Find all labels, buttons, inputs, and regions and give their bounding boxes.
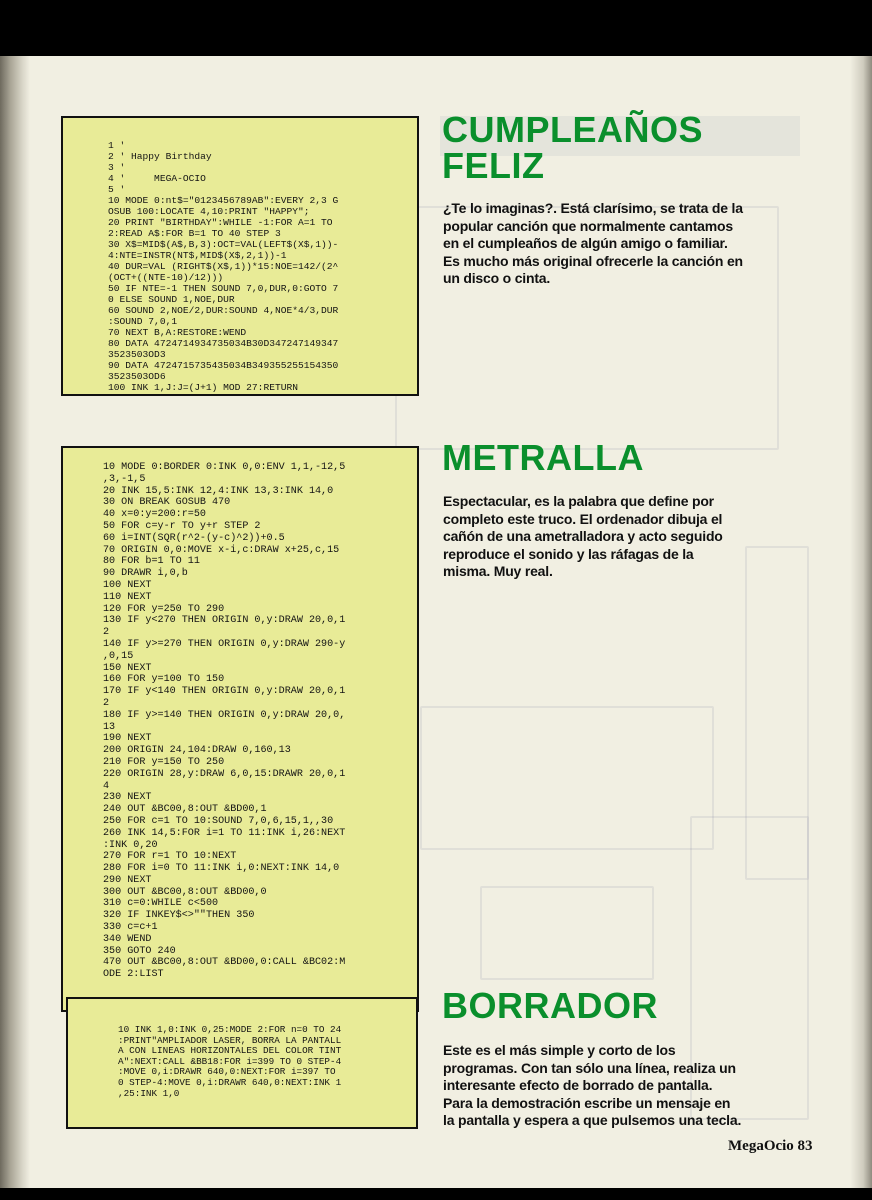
code-line: 5 ' xyxy=(108,184,126,195)
code-line: 3523503OD6 xyxy=(108,371,166,382)
code-line: 60 i=INT(SQR(r^2-(y-c)^2))+0.5 xyxy=(103,532,285,544)
code-line: 70 NEXT B,A:RESTORE:WEND xyxy=(108,327,247,338)
code-line: 60 SOUND 2,NOE/2,DUR:SOUND 4,NOE*4/3,DUR xyxy=(108,305,339,316)
article-title-borrador xyxy=(442,985,658,1026)
code-line: 4:NTE=INSTR(NT$,MID$(X$,2,1))-1 xyxy=(108,250,287,261)
code-line: 30 X$=MID$(A$,B,3):OCT=VAL(LEFT$(X$,1))- xyxy=(108,239,339,250)
code-line: 40 x=0:y=200:r=50 xyxy=(103,509,206,521)
code-line: 10 INK 1,0:INK 0,25:MODE 2:FOR n=0 TO 24 xyxy=(118,1024,342,1035)
code-line: 250 FOR c=1 TO 10:SOUND 7,0,6,15,1,,30 xyxy=(103,815,334,827)
code-line: 90 DATA 4724715735435034B349355255154350 xyxy=(108,360,339,371)
article-title-metralla xyxy=(442,437,644,478)
code-line: 3 ' xyxy=(108,162,126,173)
code-line: 90 DRAWR i,0,b xyxy=(103,568,188,580)
code-line: 70 ORIGIN 0,0:MOVE x-i,c:DRAW x+25,c,15 xyxy=(103,544,340,556)
code-line: 2:READ A$:FOR B=1 TO 40 STEP 3 xyxy=(108,228,281,239)
code-line: 150 NEXT xyxy=(103,662,152,674)
code-line: :SOUND 7,0,1 xyxy=(108,316,178,327)
code-line: 13 xyxy=(103,721,116,733)
code-line: 80 FOR b=1 TO 11 xyxy=(103,556,200,568)
code-line: 10 MODE 0:BORDER 0:INK 0,0:ENV 1,1,-12,5 xyxy=(103,462,346,473)
code-line: 100 INK 1,J:J=(J+1) MOD 27:RETURN xyxy=(108,382,298,393)
code-line: 1 ' xyxy=(108,140,126,151)
article-title-cumpleanos xyxy=(442,109,704,186)
code-line: 110 NEXT xyxy=(103,591,152,603)
title-line: BORRADOR xyxy=(442,985,658,1026)
code-line: :MOVE 0,i:DRAWR 640,0:NEXT:FOR i=397 TO xyxy=(118,1066,336,1078)
code-line: 2 ' Happy Birthday xyxy=(108,151,212,162)
code-line: 170 IF y<140 THEN ORIGIN 0,y:DRAW 20,0,1 xyxy=(103,686,346,698)
code-line: 120 FOR y=250 TO 290 xyxy=(103,603,225,615)
code-line: :PRINT"AMPLIADOR LASER, BORRA LA PANTALL xyxy=(118,1034,342,1046)
code-line: 100 NEXT xyxy=(103,579,152,591)
code-line: A":NEXT:CALL &BB18:FOR i=399 TO 0 STEP-4 xyxy=(118,1055,342,1067)
code-line: 320 IF INKEY$<>""THEN 350 xyxy=(103,910,255,922)
code-line: 210 FOR y=150 TO 250 xyxy=(103,756,225,768)
code-line: ,0,15 xyxy=(103,650,134,662)
code-line: ,25:INK 1,0 xyxy=(118,1087,180,1099)
code-line: 80 DATA 4724714934735034B30D347247149347 xyxy=(108,338,339,349)
code-line: 300 OUT &BC00,8:OUT &BD00,0 xyxy=(103,886,267,898)
code-line: 280 FOR i=0 TO 11:INK i,0:NEXT:INK 14,0 xyxy=(103,863,340,875)
code-line: 140 IF y>=270 THEN ORIGIN 0,y:DRAW 290-y xyxy=(103,638,346,650)
code-line: 30 ON BREAK GOSUB 470 xyxy=(103,497,231,509)
article-body-cumpleanos: ¿Te lo imaginas?. Está clarísimo, se trata de la popular canción que normalmente cantamos en el cumpleaños de algún amigo o familiar. Es mucho más original ofrecerle la canción en un disco o cinta. xyxy=(443,200,743,286)
code-line: 190 NEXT xyxy=(103,733,152,745)
code-line: 2 xyxy=(103,627,110,639)
article-body-borrador: Este es el más simple y corto de los programas. Con tan sólo una línea, realiza un interesante efecto de borrado de pantalla. Para la demostración escribe un mensaje en la pantalla y espera a que pulsemos una tecla. xyxy=(443,1042,742,1128)
code-line: 470 OUT &BC00,8:OUT &BD00,0:CALL &BC02:M xyxy=(103,957,346,969)
magazine-page xyxy=(0,56,872,1188)
code-line: 4 xyxy=(103,780,110,792)
code-line: 240 OUT &BC00,8:OUT &BD00,1 xyxy=(103,804,267,816)
code-line: 0 STEP-4:MOVE 0,i:DRAWR 640,0:NEXT:INK 1 xyxy=(118,1076,342,1088)
code-listing-cumpleanos xyxy=(61,116,419,396)
title-line: CUMPLEAÑOS xyxy=(442,109,704,150)
code-line: (OCT+((NTE-10)/12))) xyxy=(108,272,224,283)
code-line: 2 xyxy=(103,697,110,709)
code-line: A CON LINEAS HORIZONTALES DEL COLOR TINT xyxy=(118,1045,342,1057)
code-line: 180 IF y>=140 THEN ORIGIN 0,y:DRAW 20,0, xyxy=(103,709,346,721)
code-line: 160 FOR y=100 TO 150 xyxy=(103,674,225,686)
code-line: 40 DUR=VAL (RIGHT$(X$,1))*15:NOE=142/(2^ xyxy=(108,261,339,272)
code-line: 270 FOR r=1 TO 10:NEXT xyxy=(103,851,237,863)
code-listing-metralla xyxy=(61,446,419,1012)
code-line: 200 ORIGIN 24,104:DRAW 0,160,13 xyxy=(103,745,291,757)
code-line: ODE 2:LIST xyxy=(103,969,164,981)
code-line: 4 ' MEGA-OCIO xyxy=(108,173,206,184)
code-line: 340 WEND xyxy=(103,933,152,945)
code-line: 260 INK 14,5:FOR i=1 TO 11:INK i,26:NEXT xyxy=(103,827,346,839)
code-line: 290 NEXT xyxy=(103,874,152,886)
code-line: 0 ELSE SOUND 1,NOE,DUR xyxy=(108,294,235,305)
code-line: :INK 0,20 xyxy=(103,839,158,851)
show-through-frame xyxy=(480,886,654,980)
code-listing-borrador xyxy=(66,997,418,1129)
title-line: METRALLA xyxy=(442,437,644,478)
code-line: 130 IF y<270 THEN ORIGIN 0,y:DRAW 20,0,1 xyxy=(103,615,346,627)
code-line: 50 IF NTE=-1 THEN SOUND 7,0,DUR,0:GOTO 7 xyxy=(108,283,339,294)
code-line: 220 ORIGIN 28,y:DRAW 6,0,15:DRAWR 20,0,1 xyxy=(103,768,346,780)
code-line: 50 FOR c=y-r TO y+r STEP 2 xyxy=(103,520,261,532)
show-through-frame xyxy=(420,706,714,850)
code-line: 310 c=0:WHILE c<500 xyxy=(103,898,219,910)
code-line: 330 c=c+1 xyxy=(103,922,158,934)
code-line: 350 GOTO 240 xyxy=(103,945,176,957)
title-line: FELIZ xyxy=(442,145,545,186)
code-line: OSUB 100:LOCATE 4,10:PRINT "HAPPY"; xyxy=(108,206,310,217)
code-line: 10 MODE 0:nt$="0123456789AB":EVERY 2,3 G xyxy=(108,195,339,206)
code-line: 20 INK 15,5:INK 12,4:INK 13,3:INK 14,0 xyxy=(103,485,334,497)
code-line: 3523503OD3 xyxy=(108,349,166,360)
code-line: ,3,-1,5 xyxy=(103,473,146,485)
code-line: 230 NEXT xyxy=(103,792,152,804)
page-footer: MegaOcio 83 xyxy=(728,1138,813,1154)
page-binding-shadow xyxy=(0,56,30,1188)
code-line: 20 PRINT "BIRTHDAY":WHILE -1:FOR A=1 TO xyxy=(108,217,333,228)
page-edge-shadow xyxy=(850,56,872,1188)
article-body-metralla: Espectacular, es la palabra que define por completo este truco. El ordenador dibuja el cañón de una ametralladora y acto seguido reproduce el sonido y las ráfagas de la misma. Muy real. xyxy=(443,493,723,579)
